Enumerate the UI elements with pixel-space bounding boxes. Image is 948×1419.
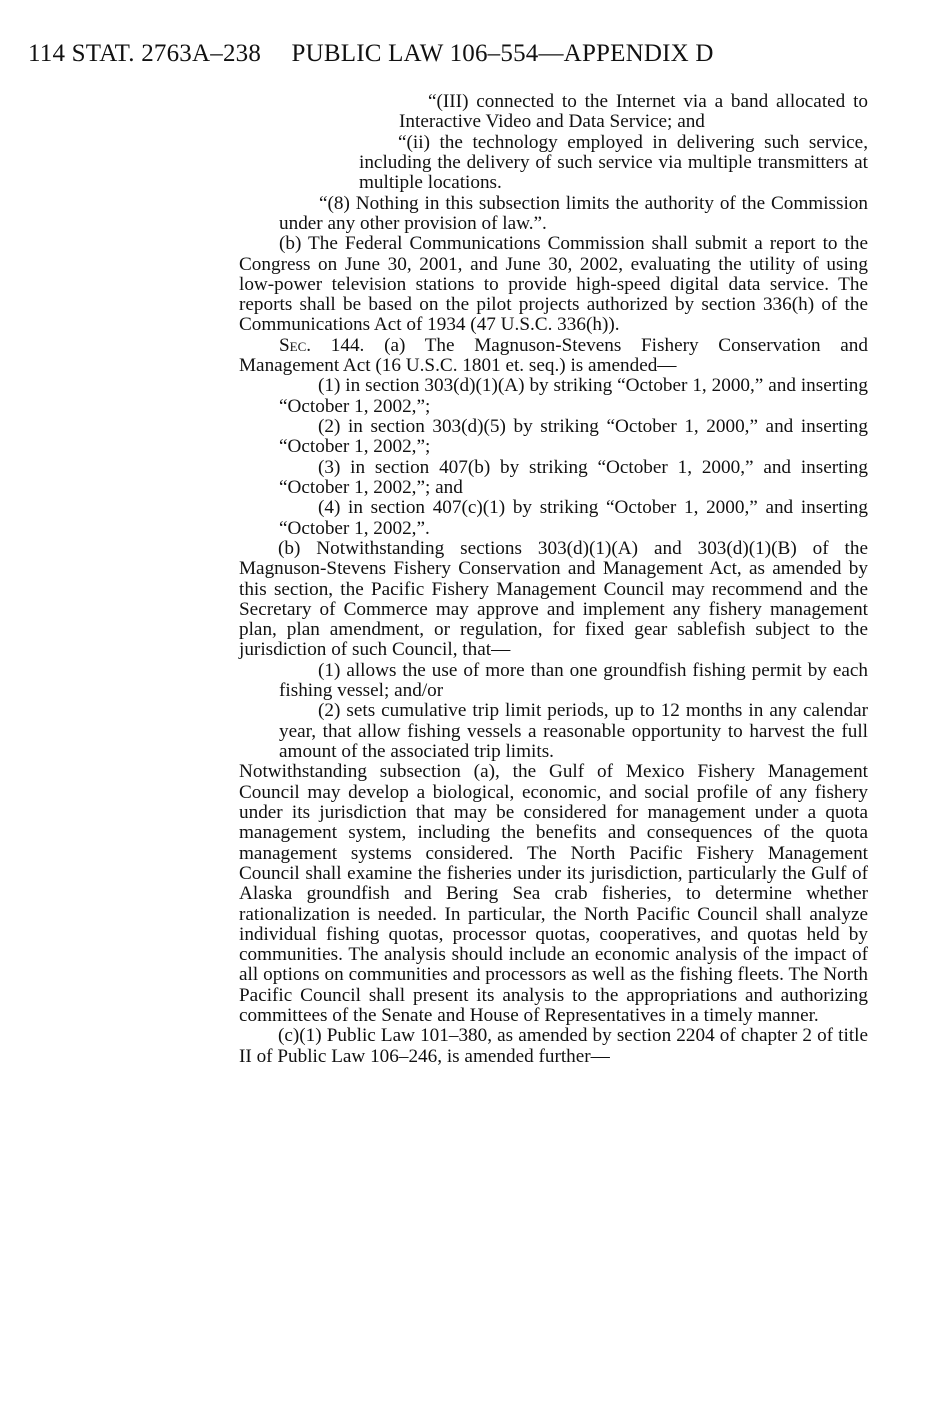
section-144 (239, 336, 868, 377)
paragraph-b-pacific-council: (b) Notwithstanding sections 303(d)(1)(A) and 303(d)(1)(B) of the Magnuson-Stevens Fishery Conservation and Management Act, as amended by this section, the Pacific Fishery Management Council may recommend and the Secretary of Commerce may approve and implement any fishery management plan, plan amendment, or regulation, for fixed gear sablefish subject to the jurisdiction of such Council, that— (239, 537, 868, 661)
statute-citation: 114 STAT. 2763A–238 (28, 40, 262, 67)
paragraph-ii: “(ii) the technology employed in delivering such service, including the delivery of such service via multiple transmitters at multiple locations. (359, 131, 868, 194)
paragraph-a4: (4) in section 407(c)(1) by striking “October 1, 2000,” and inserting “October 1, 2002,”. (279, 497, 868, 539)
public-law-title: PUBLIC LAW 106–554—APPENDIX D (291, 40, 714, 67)
paragraph-b-2: (2) sets cumulative trip limit periods, up to 12 months in any calendar year, that allow fishing vessels a reasonable opportunity to harvest the full amount of the associated trip limits. (279, 700, 868, 762)
paragraph-b-fcc-report: (b) The Federal Communications Commission shall submit a report to the Congress on June 30, 2001, and June 30, 2002, evaluating the utility of using low-power television stations to provide high-speed digital data service. The reports shall be based on the pilot projects authorized by section 336(h) of the Communications Act of 1934 (47 U.S.C. 336(h)). (239, 233, 868, 336)
section-144-text: (a) The Magnuson-Stevens Fishery Conservation and Management Act (16 U.S.C. 1801 et. seq.) is amended— (239, 334, 868, 377)
paragraph-iii: “(III) connected to the Internet via a band allocated to Interactive Video and Data Service; and (399, 91, 868, 133)
paragraph-a1: (1) in section 303(d)(1)(A) by striking “October 1, 2000,” and inserting “October 1, 2002,”; (279, 375, 868, 417)
paragraph-b-1: (1) allows the use of more than one groundfish fishing permit by each fishing vessel; and/or (279, 659, 868, 702)
paragraph-c1: (c)(1) Public Law 101–380, as amended by section 2204 of chapter 2 of title II of Public Law 106–246, is amended further— (239, 1025, 868, 1067)
page-header (28, 40, 714, 68)
document-body (0, 92, 948, 1067)
paragraph-8: “(8) Nothing in this subsection limits the authority of the Commission under any other provision of law.”. (279, 192, 868, 234)
section-144-label: Sec. 144. (279, 334, 365, 356)
paragraph-a3: (3) in section 407(b) by striking “October 1, 2000,” and inserting “October 1, 2002,”; and (279, 456, 868, 498)
paragraph-notwithstanding: Notwithstanding subsection (a), the Gulf of Mexico Fishery Management Council may develop a biological, economic, and social profile of any fishery under its jurisdiction that may be considered for management under a quota management system, including the benefits and consequences of the quota management systems considered. The North Pacific Fishery Management Council shall examine the fisheries under its jurisdiction, particularly the Gulf of Alaska groundfish and Bering Sea crab fisheries, to determine whether rationalization is needed. In particular, the North Pacific Council shall analyze individual fishing quotas, processor quotas, cooperatives, and quotas held by communities. The analysis should include an economic analysis of the impact of all options on communities and processors as well as the fishing fleets. The North Pacific Council shall present its analysis to the appropriations and authorizing committees of the Senate and House of Representatives in a timely manner. (239, 761, 868, 1027)
paragraph-a2: (2) in section 303(d)(5) by striking “October 1, 2000,” and inserting “October 1, 2002,”; (279, 416, 868, 458)
